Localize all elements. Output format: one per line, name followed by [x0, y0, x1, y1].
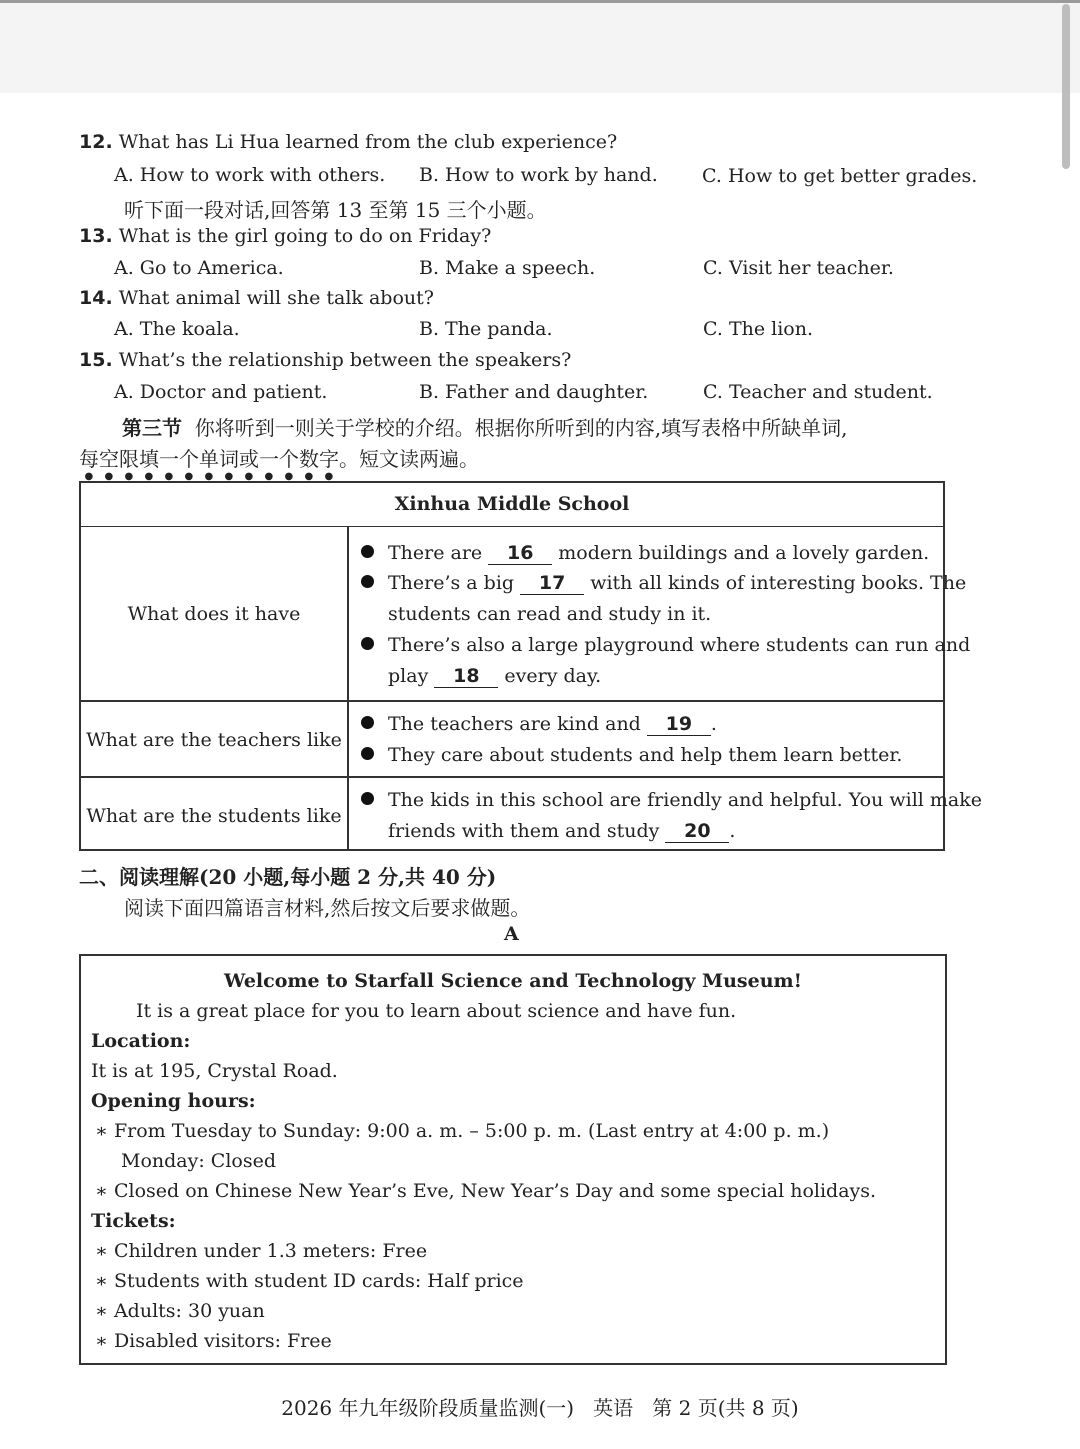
top-margin — [0, 3, 1080, 93]
option-c: C. Visit her teacher. — [703, 257, 894, 279]
question-text: What’s the relationship between the speakers? — [118, 349, 572, 371]
row-question: What does it have — [127, 603, 301, 625]
option-b: B. How to work by hand. — [419, 164, 658, 186]
museum-notice — [79, 954, 947, 1365]
section3-label: 第三节 — [122, 416, 182, 440]
option-c: C. Teacher and student. — [703, 381, 933, 403]
section3-instruction-line2 — [79, 443, 479, 482]
bullet-continuation: friends with them and study 20 . — [388, 820, 736, 842]
option-a: A. The koala. — [114, 318, 240, 340]
ticket-item: ∗ Disabled visitors: Free — [95, 1330, 332, 1352]
question-12 — [79, 131, 617, 153]
option-b: B. Father and daughter. — [419, 381, 649, 403]
bullet-item: The teachers are kind and 19 . — [361, 713, 717, 736]
scrollbar[interactable] — [1062, 4, 1070, 169]
bullet-item: The kids in this school are friendly and helpful. You will make — [361, 789, 982, 811]
bullet-continuation: students can read and study in it. — [388, 603, 712, 625]
hours-item: Monday: Closed — [121, 1150, 277, 1172]
hours-item: ∗ From Tuesday to Sunday: 9:00 a. m. – 5:00 p. m. (Last entry at 4:00 p. m.) — [95, 1120, 830, 1142]
museum-intro: It is a great place for you to learn about science and have fun. — [136, 1000, 737, 1022]
location-text: It is at 195, Crystal Road. — [91, 1060, 338, 1082]
bullet-continuation: play 18 every day. — [388, 665, 602, 687]
bullet-item: There’s a big 17 with all kinds of interesting books. The — [361, 572, 935, 595]
section3-text: 你将听到一则关于学校的介绍。根据你所听到的内容,填写表格中所缺单词, — [194, 416, 848, 440]
ticket-item: ∗ Students with student ID cards: Half price — [95, 1270, 524, 1292]
section3-instruction-line1 — [122, 412, 847, 441]
row-divider — [81, 700, 943, 702]
blank-20[interactable]: 20 — [665, 820, 729, 843]
museum-title: Welcome to Starfall Science and Technology Museum! — [224, 970, 802, 992]
option-b: B. The panda. — [419, 318, 553, 340]
question-number: 14. — [79, 287, 113, 309]
dialogue-instruction: 听下面一段对话,回答第 13 至第 15 三个小题。 — [124, 198, 547, 222]
option-c: C. How to get better grades. — [702, 165, 978, 187]
question-text: What is the girl going to do on Friday? — [118, 225, 492, 247]
tickets-label: Tickets: — [91, 1210, 176, 1232]
option-b: B. Make a speech. — [419, 257, 596, 279]
blank-19[interactable]: 19 — [647, 713, 711, 736]
question-14 — [79, 287, 434, 309]
question-number: 15. — [79, 349, 113, 371]
table-title: Xinhua Middle School — [81, 483, 943, 527]
section3-text-rest: 。短文读两遍。 — [339, 447, 479, 471]
question-number: 13. — [79, 225, 113, 247]
page-footer: 2026 年九年级阶段质量监测(一) 英语 第 2 页(共 8 页) — [281, 1396, 799, 1420]
location-label: Location: — [91, 1030, 191, 1052]
row-question: What are the teachers like — [86, 729, 342, 751]
row-divider — [81, 776, 943, 778]
column-divider — [347, 526, 349, 851]
bullet-icon — [361, 716, 374, 729]
school-table — [79, 481, 982, 851]
passage-label: A — [504, 923, 519, 945]
ticket-item: ∗ Adults: 30 yuan — [95, 1300, 265, 1322]
hours-label: Opening hours: — [91, 1090, 256, 1112]
bullet-icon — [361, 575, 374, 588]
question-text: What animal will she talk about? — [118, 287, 434, 309]
bullet-icon — [361, 545, 374, 558]
option-c: C. The lion. — [703, 318, 814, 340]
option-a: A. How to work with others. — [114, 164, 386, 186]
blank-18[interactable]: 18 — [434, 665, 498, 688]
bullet-item: There’s also a large playground where students can run and — [361, 634, 970, 656]
bullet-item: They care about students and help them learn better. — [361, 744, 902, 766]
question-13 — [79, 225, 491, 247]
question-text: What has Li Hua learned from the club experience? — [118, 131, 618, 153]
row-question: What are the students like — [86, 805, 342, 827]
bullet-icon — [361, 792, 374, 805]
question-15 — [79, 349, 571, 371]
blank-17[interactable]: 17 — [520, 572, 584, 595]
bullet-item: There are 16 modern buildings and a lovely garden. — [361, 542, 929, 565]
part2-heading: 二、阅读理解(20 小题,每小题 2 分,共 40 分) — [79, 865, 497, 889]
blank-16[interactable]: 16 — [488, 542, 552, 565]
option-a: A. Doctor and patient. — [114, 381, 328, 403]
ticket-item: ∗ Children under 1.3 meters: Free — [95, 1240, 428, 1262]
bullet-icon — [361, 637, 374, 650]
option-a: A. Go to America. — [114, 257, 284, 279]
question-number: 12. — [79, 131, 113, 153]
part2-instruction: 阅读下面四篇语言材料,然后按文后要求做题。 — [124, 896, 531, 920]
hours-item: ∗ Closed on Chinese New Year’s Eve, New Year’s Day and some special holidays. — [95, 1180, 877, 1202]
emphasis-text: 每空限填一个单词或一个数字 — [79, 447, 339, 471]
bullet-icon — [361, 747, 374, 760]
